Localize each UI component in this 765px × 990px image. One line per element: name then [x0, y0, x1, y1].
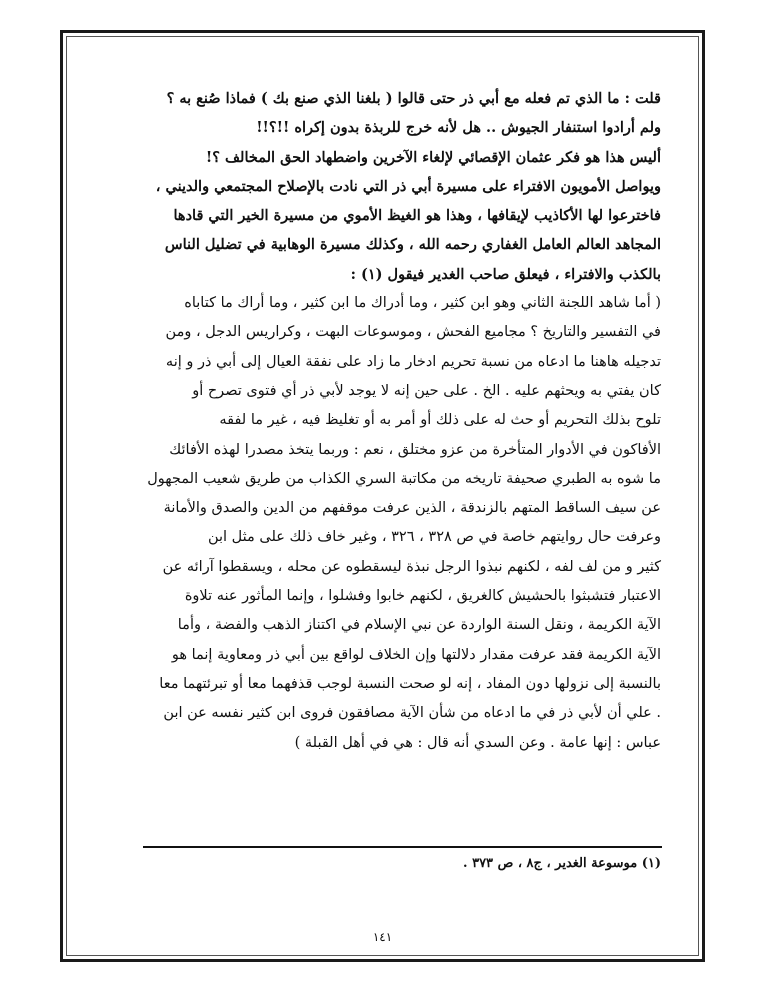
text-line: أليس هذا هو فكر عثمان الإقصائي لإلغاء الآخرين واضطهاد الحق المخالف ؟! [205, 148, 661, 166]
text-line: تدجيله هاهنا ما ادعاه من نسبة تحريم ادخار ما زاد على نفقة العيال إلى أبي ذر و إنه [165, 353, 661, 370]
text-line: ( أما شاهد اللجنة الثاني وهو ابن كثير ، وما أدراك ما ابن كثير ، وما أراك ما كتاباه [184, 295, 661, 312]
text-line: قلت : ما الذي تم فعله مع أبي ذر حتى قالوا ( بلغنا الذي صنع بك ) فماذا صُنع به ؟ [166, 90, 661, 107]
text-line: كان يفتي به ويحثهم عليه . الخ . على حين إنه لا يوجد لأبي ذر أي فتوى تصرح أو [192, 382, 661, 399]
text-line: الآية الكريمة ، ونقل السنة الواردة عن نبي الإسلام في اكتناز الذهب والفضة ، وأما [177, 617, 661, 634]
footnote-divider [143, 846, 662, 848]
page-body [138, 84, 661, 758]
text-line: كثير و من لف لفه ، لكنهم نبذوا الرجل نبذة ليسقطوه عن محله ، ويسقطوا آرائه عن [162, 558, 661, 575]
text-line: الأفاكون في الأدوار المتأخرة من عزو مختلق ، نعم : وربما يتخذ مصدرا لهذه الأفائك [169, 441, 661, 458]
text-line: ويواصل الأمويون الافتراء على مسيرة أبي ذر التي نادت بالإصلاح المجتمعي والديني ، [155, 177, 661, 195]
text-line: المجاهد العالم العامل الغفاري رحمه الله ، وكذلك مسيرة الوهابية في تضليل الناس [164, 236, 661, 254]
text-line: عن سيف الساقط المتهم بالزندقة ، الذين عرفت موقفهم من الدين والصدق والأمانة [163, 500, 661, 517]
text-line: في التفسير والتاريخ ؟ مجاميع الفحش ، وموسوعات البهت ، وكراريس الدجل ، ومن [165, 324, 661, 341]
quoted-passage [138, 289, 661, 758]
page-number: ١٤١ [372, 930, 393, 944]
text-line: بالكذب والافتراء ، فيعلق صاحب الغدير فيقول (١) : [350, 265, 661, 283]
text-line: ما شوه به الطبري صحيفة تاريخه من مكاتبة السري الكذاب من طريق شعيب المجهول [147, 470, 661, 487]
bold-paragraph [138, 84, 661, 289]
text-line: بالنسبة إلى نزولها دون المفاد ، إنه لو صحت النسبة لوجب قذفهما معا أو تبرئتهما معا [159, 675, 661, 692]
text-line: الاعتبار فتشبثوا بالحشيش كالغريق ، لكنهم خابوا وفشلوا ، وإنما المأثور عنه تلاوة [184, 588, 661, 605]
text-line: . علي أن لأبي ذر في ما ادعاه من شأن الآية مصافقون فروى ابن كثير نفسه عن ابن [163, 705, 661, 722]
text-line: ولم أرادوا استنفار الجيوش .. هل لأنه خرج للربذة بدون إكراه !!؟!! [256, 119, 661, 137]
text-line: الآية الكريمة فقد عرفت مقدار دلالتها وإن الخلاف لواقع بين أبي ذر ومعاوية إنما هو [171, 646, 661, 663]
text-line: عباس : إنها عامة . وعن السدي أنه قال : هي في أهل القبلة ) [294, 734, 661, 751]
footnote: (١) موسوعة الغدير ، ج٨ ، ص ٣٧٣ . [463, 856, 661, 871]
text-line: وعرفت حال روايتهم خاصة في ص ٣٢٨ ، ٣٢٦ ، وغير خاف ذلك على مثل ابن [207, 529, 661, 546]
text-line: تلوح بذلك التحريم أو حث له على ذلك أو أمر به أو تغليظ فيه ، غير ما لفقه [219, 412, 661, 429]
text-line: فاخترعوا لها الأكاذيب لإيقافها ، وهذا هو الغيظ الأموي من مسيرة الخير التي قادها [173, 207, 661, 225]
